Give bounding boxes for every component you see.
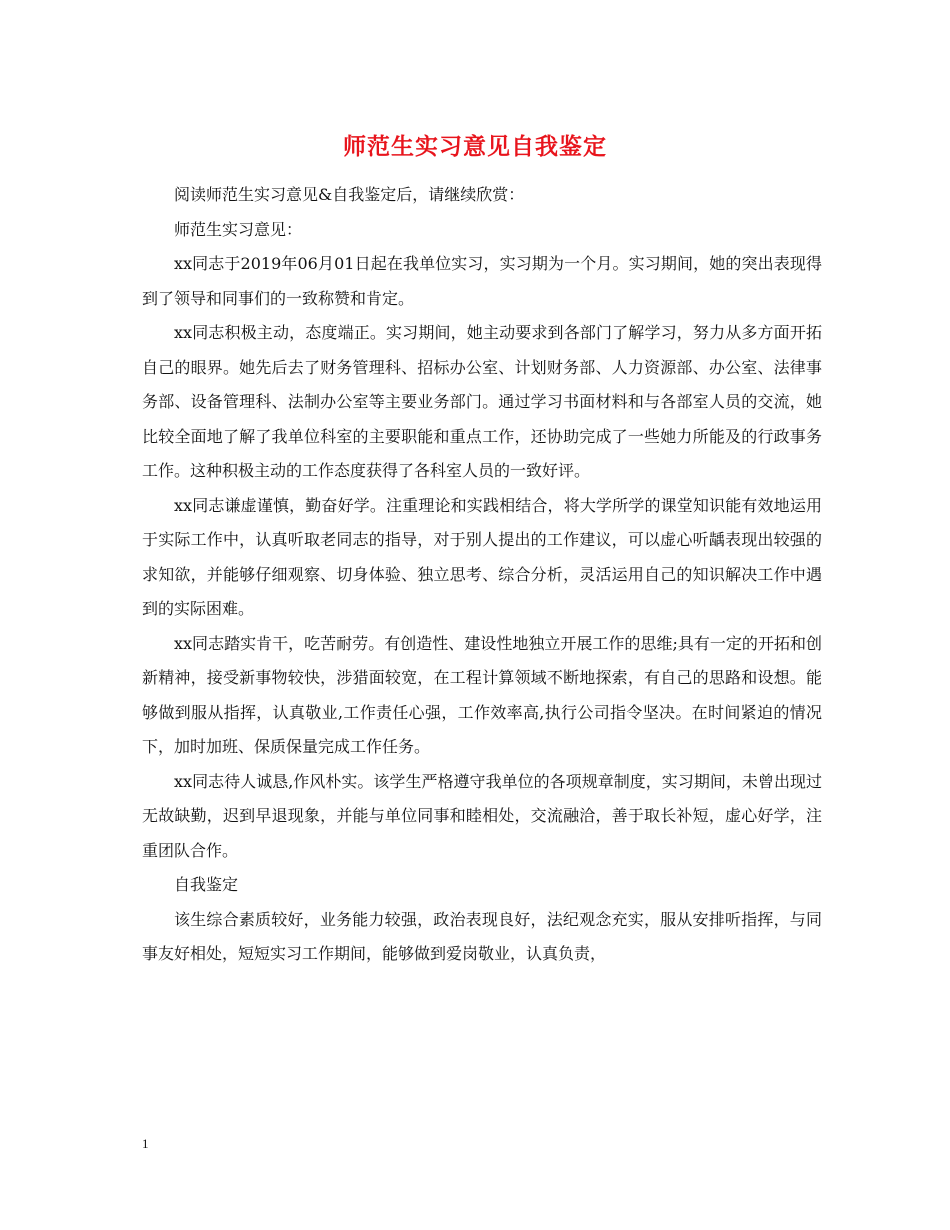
document-title: 师范生实习意见自我鉴定 [343,134,607,160]
document-body [142,178,822,972]
page-number: 1 [142,1136,149,1151]
paragraph-internship-period: xx同志于2019年06月01日起在我单位实习，实习期为一个月。实习期间，她的突出表现得到了领导和同事们的一致称赞和肯定。 [142,254,822,308]
paragraph-heading-internship-opinion: 师范生实习意见： [174,219,303,239]
paragraph-intro: 阅读师范生实习意见&自我鉴定后，请继续欣赏： [174,185,525,204]
paragraph-sincere: xx同志待人诚恳,作风朴实。该学生严格遵守我单位的各项规章制度，实习期间，未曾出现过无故缺勤，迟到早退现象，并能与单位同事和睦相处，交流融洽，善于取长补短，虚心好学，注重团队合作。 [142,771,822,860]
paragraph-hardworking: xx同志踏实肯干，吃苦耐劳。有创造性、建设性地独立开展工作的思维;具有一定的开拓和创新精神，接受新事物较快，涉猎面较宽，在工程计算领域不断地探索，有自己的思路和设想。能够做到服从指挥，认真敬业,工作责任心强，工作效率高,执行公司指令坚决。在时间紧迫的情况下，加时加班、保质保量完成工作任务。 [142,633,822,756]
paragraph-self-appraisal: 该生综合素质较好，业务能力较强，政治表现良好，法纪观念充实，服从安排听指挥，与同事友好相处，短短实习工作期间，能够做到爱岗敬业，认真负责， [142,909,822,963]
paragraph-proactive: xx同志积极主动，态度端正。实习期间，她主动要求到各部门了解学习，努力从多方面开拓自己的眼界。她先后去了财务管理科、招标办公室、计划财务部、人力资源部、办公室、法律事务部、设备管理科、法制办公室等主要业务部门。通过学习书面材料和与各部室人员的交流，她比较全面地了解了我单位科室的主要职能和重点工作，还协助完成了一些她力所能及的行政事务工作。这种积极主动的工作态度获得了各科室人员的一致好评。 [142,323,822,480]
paragraph-heading-self-appraisal: 自我鉴定 [174,875,239,894]
paragraph-modest-studious: xx同志谦虚谨慎，勤奋好学。注重理论和实践相结合，将大学所学的课堂知识能有效地运用于实际工作中，认真听取老同志的指导，对于别人提出的工作建议，可以虚心听龋表现出较强的求知欲，并能够仔细观察、切身体验、独立思考、综合分析，灵活运用自己的知识解决工作中遇到的实际困难。 [142,495,822,618]
